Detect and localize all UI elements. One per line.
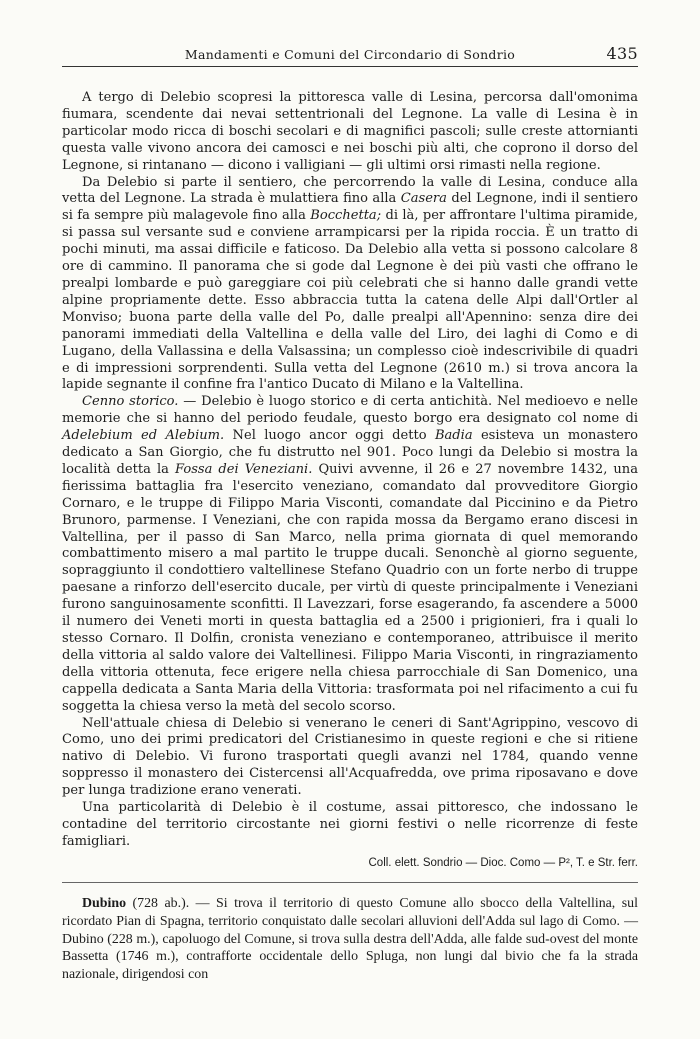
section-divider (62, 882, 638, 883)
italic-adelebium: Adelebium ed Alebium. (62, 428, 225, 444)
italic-cenno-storico: Cenno storico. (82, 394, 179, 410)
running-header (62, 44, 638, 66)
collegio-line: Coll. elett. Sondrio — Dioc. Como — P², T. e Str. ferr. (368, 856, 638, 869)
paragraph-lesina: A tergo di Delebio scopresi la pittoresca valle di Lesina, percorsa dall'omonima fiumara, scendente dai nevai settentrionali del Legnone. La valle di Lesina è in particolar modo ricca di boschi secolari e di magnifici pascoli; sulle creste attornianti questa valle vivono ancora dei camosci e nei boschi più alti, che coprono il dorso del Legnone, si rintanano — dicono i valligiani — gli ultimi orsi rimasti nella regione. (62, 90, 638, 173)
italic-fossa: Fossa dei Veneziani. (175, 461, 313, 477)
italic-badia: Badia (434, 428, 473, 444)
header-rule (62, 66, 638, 67)
page-number: 435 (606, 44, 638, 63)
main-text (62, 90, 638, 984)
header-title: Mandamenti e Comuni del Circondario di Sondrio (184, 47, 516, 62)
entry-heading-dubino: Dubino (82, 895, 127, 911)
paragraph-legnone: Da Delebio si parte il sentiero, che percorrendo la valle di Lesina, conduce alla vetta del Legnone. La strada è mulattiera fino alla Casera del Legnone, indi il sentiero si fa sempre più malagevole fino alla Bocchetta; di là, per affrontare l'ultima piramide, si passa sul versante sud e conviene arrampicarsi per la ripida roccia. È un tratto di pochi minuti, ma assai difficile e faticoso. Da Delebio alla vetta si possono calcolare 8 ore di cammino. Il panorama che si gode dal Legnone è dei più vasti che offrano le prealpi lombarde e può gareggiare coi più celebrati che si hanno dalle grandi vette alpine propriamente dette. Esso abbraccia tutta la catena delle Alpi dall'Ortler al Monviso; buona parte della valle del Po, dalle prealpi all'Apennino: senza dire dei panorami immediati della Valtellina e della valle del Liro, dei laghi di Como e di Lugano, della Vallassina e della Valsassina; un complesso cioè indescrivibile di quadri e di impressioni sorprendenti. Sulla vetta del Legnone (2610 m.) si trova ancora la lapide segnante il confine fra l'antico Ducato di Milano e la Valtellina. (62, 174, 638, 393)
paragraph-agrippino: Nell'attuale chiesa di Delebio si venerano le ceneri di Sant'Agrippino, vescovo di Como, uno dei primi predicatori del Cristianesimo in queste regioni e che si ritiene nativo di Delebio. Vi furono trasportati quegli avanzi nel 1784, quando venne soppresso il monastero dei Cistercensi all'Acquafredda, ove prima riposavano e dove per lunga tradizione erano venerati. (62, 715, 638, 799)
paragraph-costume: Una particolarità di Delebio è il costume, assai pittoresco, che indossano le contadine del territorio circostante nei giorni festivi o nelle ricorrenze di feste famigliari. (62, 800, 638, 849)
italic-casera: Casera (400, 191, 447, 207)
paragraph-dubino: Dubino (728 ab.). — Si trova il territorio di questo Comune allo sbocco della Valtellina, sul ricordato Pian di Spagna, territorio conquistato dalle secolari alluvioni dell'Adda sul lago di Como. — Dubino (228 m.), capoluogo del Comune, si trova sulla destra dell'Adda, alle falde sud-ovest del monte Bassetta (1746 m.), contrafforte occidentale dello Spluga, non lungi dal bivio che fa la strada nazionale, dirigendosi con (62, 895, 638, 983)
italic-bocchetta: Bocchetta; (310, 208, 382, 224)
paragraph-cenno-storico: Cenno storico. — Delebio è luogo storico e di certa antichità. Nel medioevo e nelle memorie che si hanno del periodo feudale, questo borgo era designato col nome di Adelebium ed Alebium. Nel luogo ancor oggi detto Badia esisteva un monastero dedicato a San Giorgio, che fu distrutto nel 901. Poco lungi da Delebio si mostra la località detta la Fossa dei Veneziani. Quivi avvenne, il 26 e 27 novembre 1432, una fierissima battaglia fra l'esercito veneziano, comandato dal provveditore Giorgio Cornaro, e le truppe di Filippo Maria Visconti, comandate dal Piccinino e da Pietro Brunoro, parmense. I Veneziani, che con rapida mossa da Bergamo erano discesi in Valtellina, per il passo di San Marco, nella prima giornata di quel memorando combattimento misero a mal partito le truppe ducali. Senonchè al giorno seguente, sopraggiunto il condottiero valtellinese Stefano Quadrio con un forte nerbo di truppe paesane a rinforzo dell'esercito ducale, per virtù di queste principalmente i Veneziani furono sanguinosamente sconfitti. Il Lavezzari, forse esagerando, fa ascendere a 5000 il numero dei Veneti morti in questa battaglia ed a 2500 i prigionieri, fra i quali lo stesso Cornaro. Il Dolfin, cronista veneziano e contemporaneo, attribuisce il merito della vittoria al saldo valore dei Valtellinesi. Filippo Maria Visconti, in ringraziamento della vittoria ottenuta, fece erigere nella chiesa parrocchiale di San Domenico, una cappella dedicata a Santa Maria della Vittoria: trasformata poi nel rifacimento a cui fu soggetta la chiesa verso la metà del secolo scorso. (62, 394, 639, 714)
